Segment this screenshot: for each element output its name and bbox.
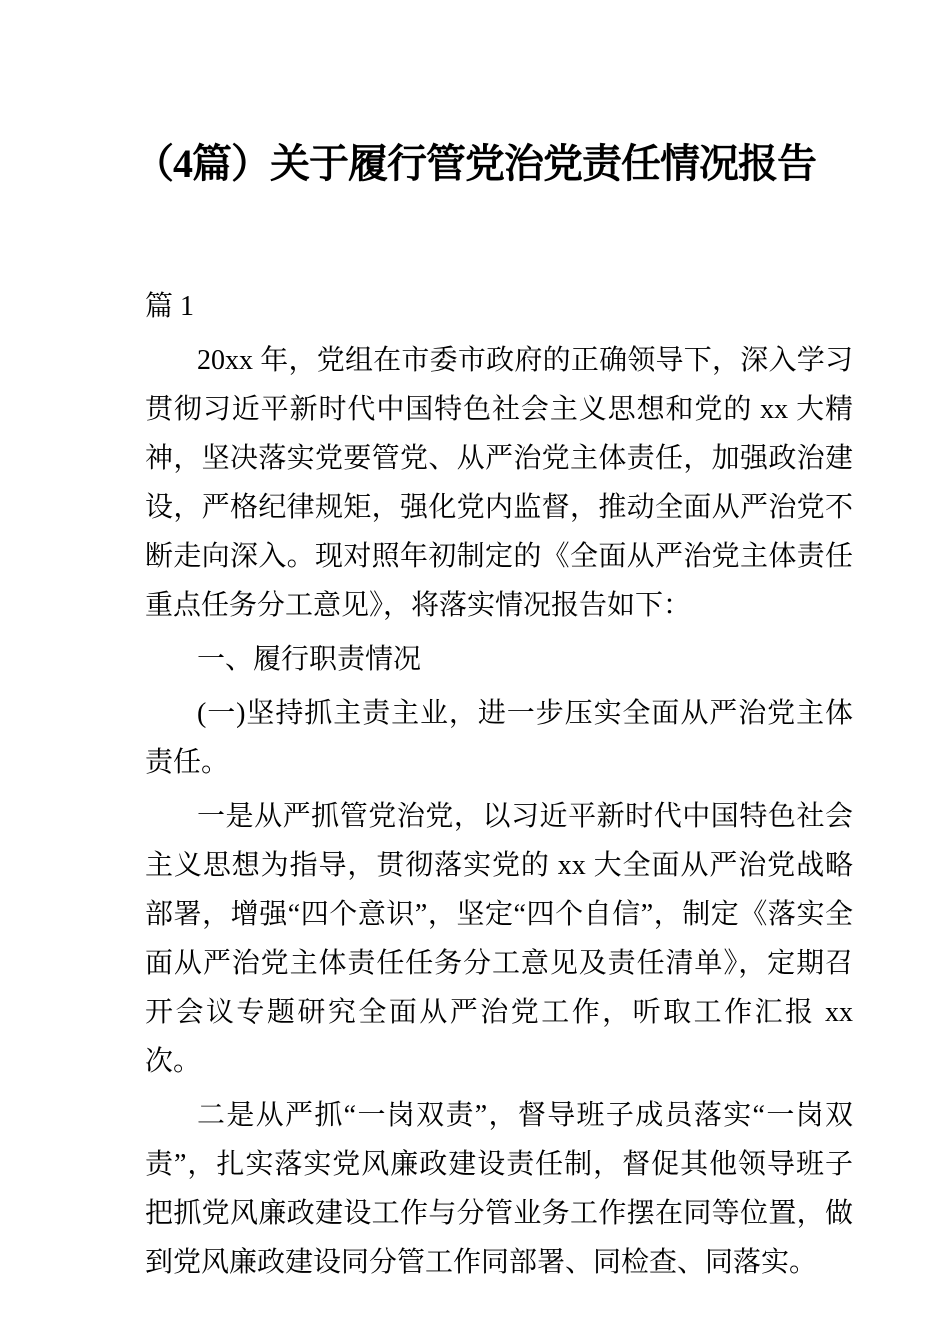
paragraph-point-one: 一是从严抓管党治党，以习近平新时代中国特色社会主义思想为指导，贯彻落实党的 xx 大全面从严治党战略部署，增强“四个意识”，坚定“四个自信”，制定《落实全面从严治党主体责任任务分工意见及责任清单》，定期召开会议专题研究全面从严治党工作，听取工作汇报 xx 次。: [145, 801, 853, 1077]
paragraph-point-two: 二是从严抓“一岗双责”，督导班子成员落实“一岗双责”，扎实落实党风廉政建设责任制，督促其他领导班子把抓党风廉政建设工作与分管业务工作摆在同等位置，做到党风廉政建设同分管工作同部署、同检查、同落实。: [145, 1100, 853, 1278]
paragraph-intro: 20xx 年，党组在市委市政府的正确领导下，深入学习贯彻习近平新时代中国特色社会主义思想和党的 xx 大精神，坚决落实党要管党、从严治党主体责任，加强政治建设，严格纪律规矩，强化党内监督，推动全面从严治党不断走向深入。现对照年初制定的《全面从严治党主体责任重点任务分工意见》，将落实情况报告如下：: [145, 345, 853, 621]
document-title: （4篇）关于履行管党治党责任情况报告: [134, 141, 816, 186]
section-heading: 篇 1: [145, 291, 195, 322]
sub-heading: (一)坚持抓主责主业，进一步压实全面从严治党主体责任。: [145, 698, 853, 778]
document-body: [145, 282, 853, 1287]
numbered-heading: 一、履行职责情况: [197, 644, 422, 675]
